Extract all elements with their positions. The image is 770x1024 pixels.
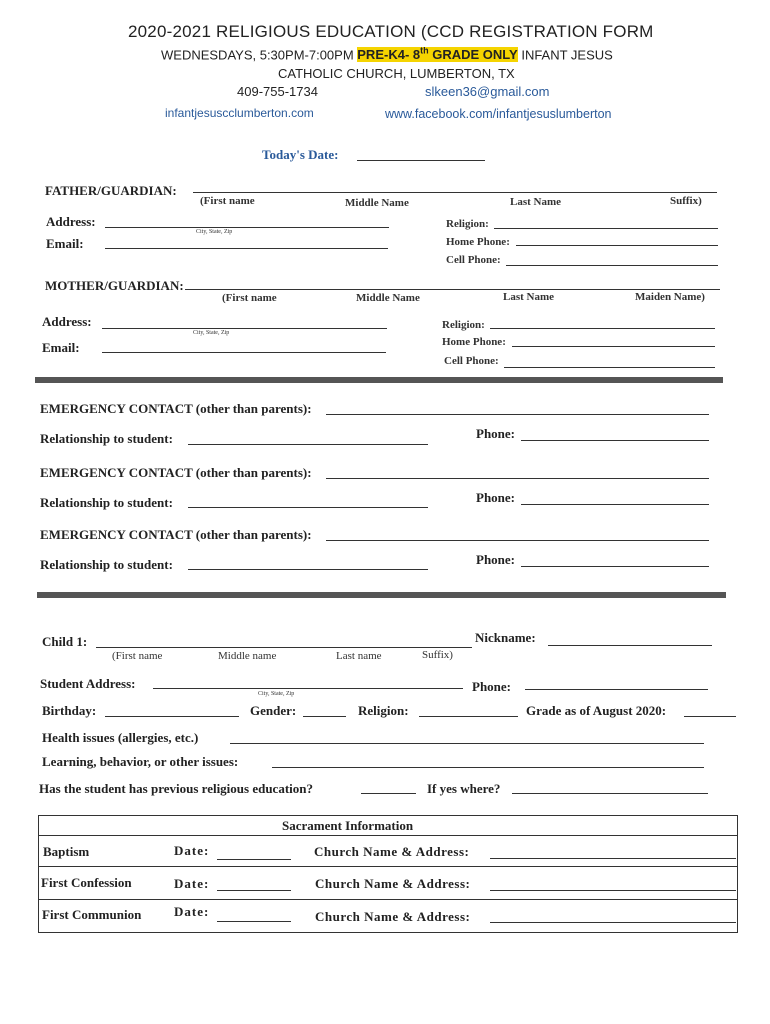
learning-issues-label: Learning, behavior, or other issues: (42, 754, 239, 769)
church-address-label: Church Name & Address: (315, 909, 471, 924)
mother-address-label: Address: (42, 314, 92, 329)
facebook-link[interactable]: www.facebook.com/infantjesuslumberton (385, 107, 612, 121)
sacrament-table (38, 815, 738, 933)
father-address-label: Address: (46, 214, 96, 229)
church-location: CATHOLIC CHURCH, LUMBERTON, TX (278, 66, 515, 81)
emergency-label: EMERGENCY CONTACT (other than parents): (40, 401, 312, 416)
emergency-name-field[interactable] (326, 414, 709, 415)
nickname-field[interactable] (548, 645, 712, 646)
relationship-field[interactable] (188, 444, 428, 445)
learning-issues-field[interactable] (272, 767, 704, 768)
if-yes-where-label: If yes where? (427, 781, 501, 796)
contact-phone: 409-755-1734 (237, 84, 318, 99)
health-issues-field[interactable] (230, 743, 704, 744)
birthday-label: Birthday: (42, 703, 97, 718)
emergency-phone-field[interactable] (521, 440, 709, 441)
church-address-field[interactable] (490, 858, 736, 859)
student-csz-caption: City, State, Zip (258, 691, 295, 697)
mother-cell-phone-field[interactable] (504, 367, 715, 368)
mother-religion-label: Religion: (442, 319, 485, 331)
mother-name-field[interactable] (185, 289, 720, 290)
father-last-caption: Last Name (510, 196, 562, 208)
date-label: Date: (174, 876, 210, 891)
grade-field[interactable] (684, 716, 736, 717)
child-label: Child 1: (42, 634, 88, 649)
religion-field[interactable] (419, 716, 518, 717)
emergency-name-field[interactable] (326, 478, 709, 479)
emergency-phone-label: Phone: (476, 490, 515, 505)
father-name-field[interactable] (193, 192, 717, 193)
mother-last-caption: Last Name (503, 291, 555, 303)
sacrament-table-title: Sacrament Information (282, 818, 414, 833)
father-religion-label: Religion: (446, 218, 489, 230)
father-cell-phone-field[interactable] (506, 265, 718, 266)
father-religion-field[interactable] (494, 228, 718, 229)
date-field[interactable] (217, 921, 291, 922)
emergency-name-field[interactable] (326, 540, 709, 541)
child-middle-caption: Middle name (218, 650, 277, 662)
student-phone-label: Phone: (472, 679, 511, 694)
child-name-field[interactable] (96, 647, 472, 648)
father-email-field[interactable] (105, 248, 388, 249)
father-email-label: Email: (46, 236, 84, 251)
father-first-caption: (First name (200, 195, 255, 207)
child-first-caption: (First name (112, 650, 163, 662)
date-field[interactable] (217, 859, 291, 860)
table-row-rule (39, 899, 737, 900)
mother-home-phone-field[interactable] (512, 346, 715, 347)
previous-education-field[interactable] (361, 793, 416, 794)
father-suffix-caption: Suffix) (670, 195, 702, 207)
emergency-phone-label: Phone: (476, 426, 515, 441)
mother-first-caption: (First name (222, 292, 277, 304)
mother-middle-caption: Middle Name (356, 292, 420, 304)
mother-email-field[interactable] (102, 352, 386, 353)
emergency-phone-field[interactable] (521, 504, 709, 505)
church-address-label: Church Name & Address: (314, 844, 470, 859)
contact-email-link[interactable]: slkeen36@gmail.com (425, 84, 550, 99)
child-last-caption: Last name (336, 650, 382, 662)
father-label: FATHER/GUARDIAN: (45, 183, 177, 198)
date-label: Date: (174, 904, 210, 919)
emergency-label: EMERGENCY CONTACT (other than parents): (40, 527, 312, 542)
schedule-text: WEDNESDAYS, 5:30PM-7:00PM (161, 47, 358, 63)
mother-home-phone-label: Home Phone: (442, 336, 506, 348)
birthday-field[interactable] (105, 716, 239, 717)
relationship-label: Relationship to student: (40, 557, 173, 572)
todays-date-label: Today's Date: (262, 147, 339, 162)
church-address-field[interactable] (490, 890, 736, 891)
mother-cell-phone-label: Cell Phone: (444, 355, 499, 367)
student-address-field[interactable] (153, 688, 463, 689)
gender-label: Gender: (250, 703, 297, 718)
father-middle-caption: Middle Name (345, 197, 409, 209)
section-divider (37, 592, 726, 598)
gender-field[interactable] (303, 716, 346, 717)
student-address-label: Student Address: (40, 676, 136, 691)
grade-highlight: PRE-K4- 8th GRADE ONLY (357, 46, 518, 63)
sacrament-name: First Communion (42, 907, 142, 922)
emergency-phone-field[interactable] (521, 566, 709, 567)
mother-email-label: Email: (42, 340, 80, 355)
if-yes-where-field[interactable] (512, 793, 708, 794)
health-issues-label: Health issues (allergies, etc.) (42, 730, 199, 745)
mother-religion-field[interactable] (490, 328, 715, 329)
sacrament-name: Baptism (43, 844, 90, 859)
nickname-label: Nickname: (475, 630, 536, 645)
father-home-phone-field[interactable] (516, 245, 718, 246)
child-suffix-caption: Suffix) (422, 649, 453, 661)
religion-label: Religion: (358, 703, 409, 718)
mother-address-field[interactable] (102, 328, 387, 329)
relationship-field[interactable] (188, 507, 428, 508)
relationship-field[interactable] (188, 569, 428, 570)
table-row-rule (39, 866, 737, 867)
section-divider (35, 377, 723, 383)
church-address-label: Church Name & Address: (315, 876, 471, 891)
church-name-text: INFANT JESUS (517, 47, 613, 63)
mother-maiden-caption: Maiden Name) (635, 291, 705, 303)
table-header-rule (39, 835, 737, 836)
father-address-field[interactable] (105, 227, 389, 228)
relationship-label: Relationship to student: (40, 431, 173, 446)
mother-csz-caption: City, State, Zip (193, 330, 230, 336)
grade-label: Grade as of August 2020: (526, 703, 667, 718)
date-label: Date: (174, 843, 210, 858)
student-phone-field[interactable] (525, 689, 708, 690)
schedule-line (161, 46, 613, 62)
church-address-field[interactable] (490, 922, 736, 923)
father-csz-caption: City, State, Zip (196, 229, 233, 235)
date-field[interactable] (217, 890, 291, 891)
father-home-phone-label: Home Phone: (446, 236, 510, 248)
relationship-label: Relationship to student: (40, 495, 173, 510)
mother-label: MOTHER/GUARDIAN: (45, 278, 184, 293)
father-cell-phone-label: Cell Phone: (446, 254, 501, 266)
todays-date-field[interactable] (357, 160, 485, 161)
emergency-phone-label: Phone: (476, 552, 515, 567)
sacrament-name: First Confession (41, 875, 132, 890)
previous-education-label: Has the student has previous religious education? (39, 781, 314, 796)
emergency-label: EMERGENCY CONTACT (other than parents): (40, 465, 312, 480)
website-link[interactable]: infantjesuscclumberton.com (165, 106, 314, 120)
form-title: 2020-2021 RELIGIOUS EDUCATION (CCD REGISTRATION FORM (128, 22, 654, 41)
